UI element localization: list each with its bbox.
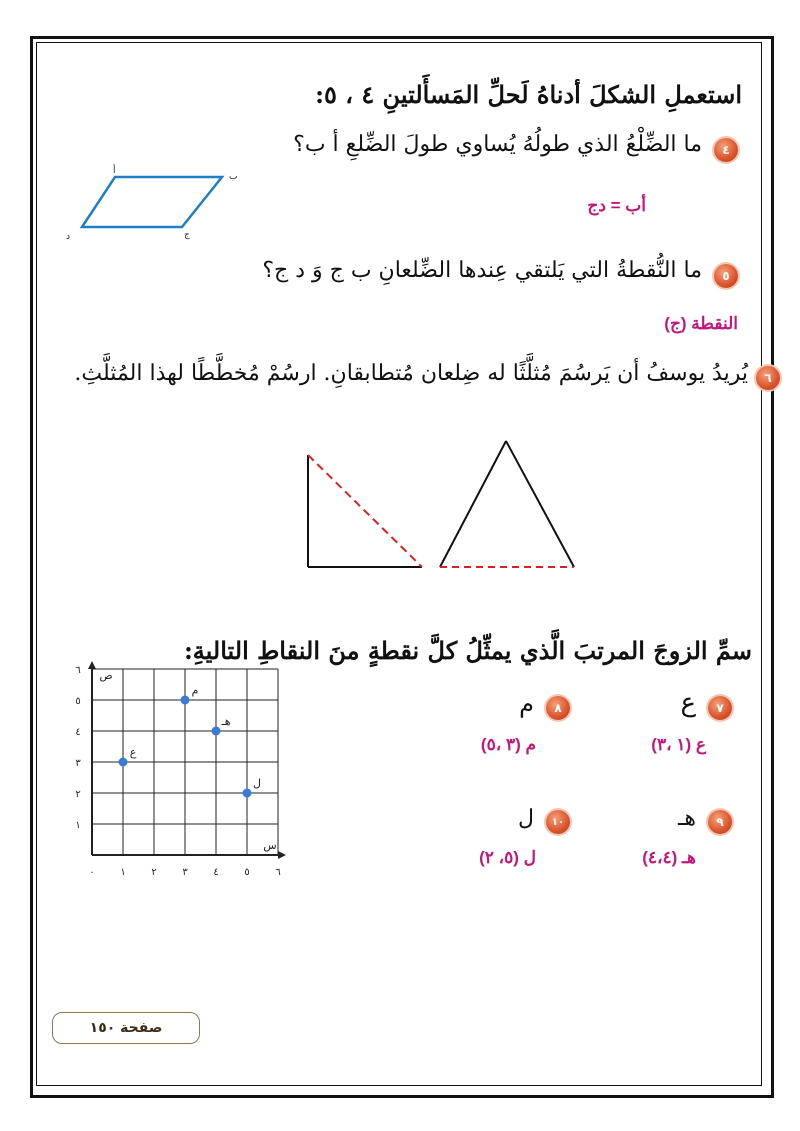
question-10-badge: ١٠ xyxy=(546,810,570,834)
y-tick-label: ٢ xyxy=(75,789,81,800)
question-4-answer: أب = دج xyxy=(587,196,646,215)
x-tick-label: ٢ xyxy=(151,867,157,878)
grid-point-label: ل xyxy=(253,777,261,790)
x-tick-label: ٦ xyxy=(275,867,281,878)
question-6-text: يُريدُ يوسفُ أن يَرسُمَ مُثلَّثًا له ضِلعان مُتطابقانِ. ارسُمْ مُخطَّطًا لهذا المُثلَّثِ. xyxy=(74,361,748,386)
question-9-point: هـ xyxy=(677,806,696,831)
isosceles-triangle xyxy=(440,441,574,567)
grid-point-label: م xyxy=(191,684,199,697)
question-5-badge: ٥ xyxy=(714,264,738,288)
grid-point-label: هـ xyxy=(221,715,231,728)
page-number-box: صفحة ١٥٠ xyxy=(52,1012,200,1044)
question-9-answer: هـ (٤،٤) xyxy=(642,848,696,867)
parallelogram-shape xyxy=(82,177,222,227)
vertex-label-b: ب xyxy=(229,172,238,182)
grid-point-label: ع xyxy=(129,746,137,759)
question-5-text: ما النُّقطةُ التي يَلتقي عِندها الضِّلعانِ ب ج وَ د ج؟ xyxy=(262,258,702,283)
y-tick-label: ١ xyxy=(75,820,81,831)
question-7-point: ع xyxy=(680,688,696,718)
question-10-answer: ل (٥، ٢) xyxy=(479,848,536,867)
question-10-point: ل xyxy=(518,806,534,831)
question-6-badge: ٦ xyxy=(756,366,780,390)
question-7-badge: ٧ xyxy=(708,696,732,720)
grid-point xyxy=(243,789,252,798)
intro-heading: استعملِ الشكلَ أدناهُ لَحلِّ المَسأَلتينِ ٤ ، ٥: xyxy=(315,80,742,109)
question-4-text: ما الضِّلْعُ الذي طولُهُ يُساوي طولَ الضِّلعِ أ ب؟ xyxy=(293,132,702,157)
grid-point xyxy=(181,696,190,705)
x-tick-label: ٠ xyxy=(89,867,95,878)
y-axis-label: ص xyxy=(99,669,113,682)
question-8-point: م xyxy=(519,690,534,718)
coordinate-grid xyxy=(60,665,300,885)
parallelogram-figure xyxy=(70,165,270,245)
y-tick-label: ٤ xyxy=(75,727,81,738)
question-5-answer: النقطة (ج) xyxy=(664,314,738,333)
x-axis-label: س xyxy=(263,839,277,852)
x-axis-arrow xyxy=(278,851,286,859)
triangles-drawing xyxy=(300,435,600,585)
question-9-badge: ٩ xyxy=(708,810,732,834)
x-tick-label: ٤ xyxy=(213,867,219,878)
x-tick-label: ٣ xyxy=(182,867,188,878)
vertex-label-a: أ xyxy=(113,166,116,176)
vertex-label-d: د xyxy=(66,232,71,242)
question-8-answer: م (٣ ،٥) xyxy=(480,735,536,754)
y-tick-label: ٥ xyxy=(75,696,81,707)
y-tick-label: ٣ xyxy=(75,758,81,769)
right-triangle-dashed-side xyxy=(308,455,422,567)
grid-point xyxy=(119,758,128,767)
x-tick-label: ٥ xyxy=(244,867,250,878)
question-7-answer: ع (١ ،٣) xyxy=(651,735,706,754)
x-tick-label: ١ xyxy=(120,867,126,878)
vertex-label-j: ج xyxy=(184,230,190,240)
question-4-badge: ٤ xyxy=(714,138,738,162)
question-8-badge: ٨ xyxy=(546,696,570,720)
grid-point xyxy=(212,727,221,736)
right-triangle xyxy=(308,455,422,567)
y-tick-label: ٦ xyxy=(75,665,81,676)
ordered-pairs-heading: سمِّ الزوجَ المرتبَ الَّذي يمثِّلُ كلَّ نقطةٍ منَ النقاطِ التاليةِ: xyxy=(183,636,752,665)
